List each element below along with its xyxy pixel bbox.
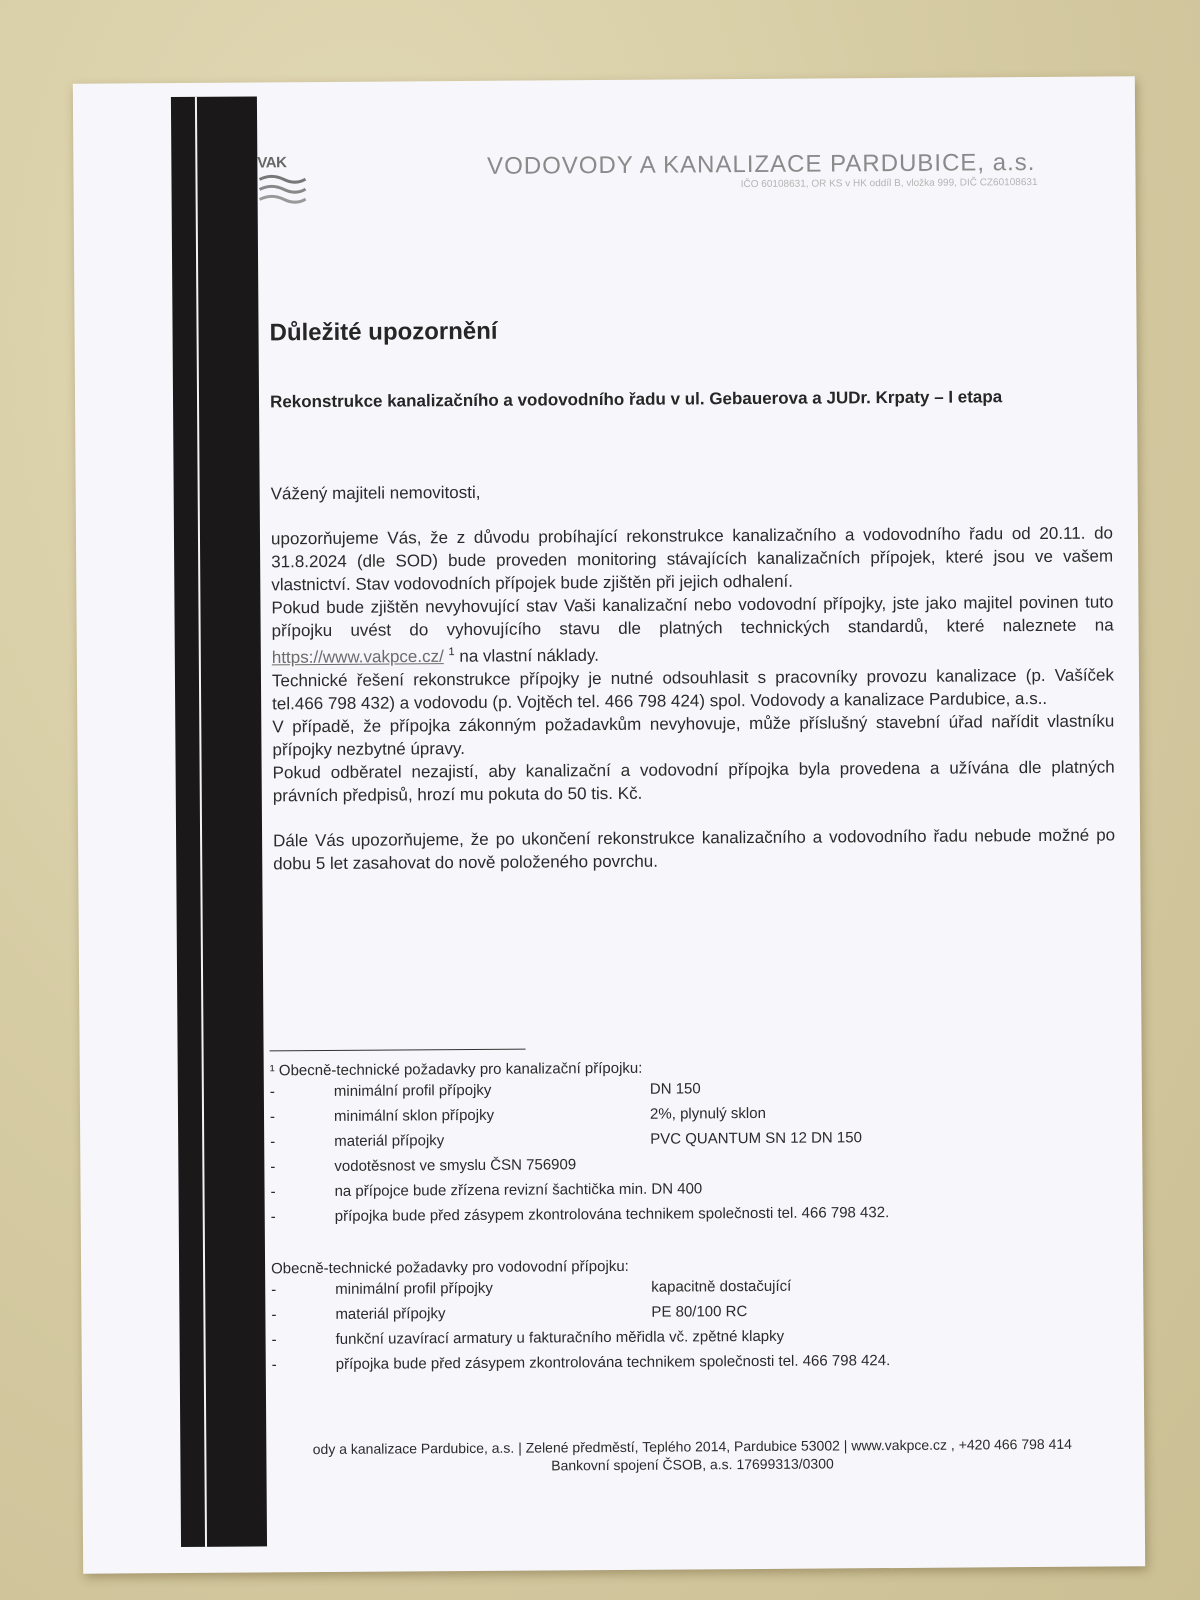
redaction-bar <box>171 96 267 1547</box>
letter-body <box>271 476 1116 875</box>
vakpce-link[interactable]: https://www.vakpce.cz/ <box>271 646 444 668</box>
requirement-label: materiál přípojky <box>334 1132 445 1150</box>
waves-icon <box>257 171 307 211</box>
requirement-dash: - <box>271 1281 277 1299</box>
greeting: Vážený majiteli nemovitosti, <box>270 482 481 504</box>
company-name: VODOVODY A KANALIZACE PARDUBICE, a.s. <box>487 149 1036 180</box>
sewer-requirements <box>270 1057 1031 1233</box>
page-footer <box>252 1434 1132 1476</box>
footnote-divider <box>270 1049 526 1052</box>
requirement-dash: - <box>271 1356 277 1374</box>
requirement-dash: - <box>269 1108 276 1126</box>
paragraph-4: V případě, že přípojka zákonným požadavkům nevyhovuje, může příslušný stavební úřad nařídit vlastníku přípojky nezbytné úpravy. <box>272 711 1115 760</box>
requirement-dash: - <box>270 1158 276 1176</box>
requirement-value: PE 80/100 RC <box>651 1303 748 1321</box>
footer-bank: Bankovní spojení ČSOB, a.s. 17699313/0300 <box>551 1455 834 1474</box>
page-title: Důležité upozornění <box>269 317 498 347</box>
footnote-ref: 1 <box>448 646 455 659</box>
sewer-requirements-heading: ¹ Obecně-technické požadavky pro kanalizační přípojku: <box>269 1059 643 1080</box>
requirement-item <box>271 1203 1031 1233</box>
requirement-dash: - <box>270 1133 276 1151</box>
requirement-label: přípojka bude před zásypem zkontrolována technikem společnosti tel. 466 798 432. <box>334 1204 890 1225</box>
requirement-label: na přípojce bude zřízena revizní šachtička min. DN 400 <box>334 1180 703 1200</box>
paragraph-5: Pokud odběratel nezajistí, aby kanalizační a vodovodní přípojka byla provedena a užívána dle platných právních předpisů, hrozí mu pokuta do 50 tis. Kč. <box>272 757 1115 806</box>
requirement-label: přípojka bude před zásypem zkontrolována technikem společnosti tel. 466 798 424. <box>335 1352 891 1373</box>
requirement-value: PVC QUANTUM SN 12 DN 150 <box>650 1129 862 1148</box>
requirement-label: minimální profil přípojky <box>335 1279 493 1298</box>
paragraph-2-text: Pokud bude zjištěn nevyhovující stav Vaši kanalizační nebo vodovodní přípojky, jste jako majitel povinen tuto přípojku uvést do vyhovujícího stavu dle platných technických standardů, které naleznete na <box>271 592 1114 641</box>
requirement-label: vodotěsnost ve smyslu ČSN 756909 <box>334 1156 577 1175</box>
logo-text: VAK <box>257 154 287 172</box>
requirement-dash: - <box>269 1083 275 1101</box>
requirement-item <box>272 1351 1032 1381</box>
requirement-label: minimální profil přípojky <box>333 1081 492 1100</box>
subject-line: Rekonstrukce kanalizačního a vodovodního řadu v ul. Gebauerova a JUDr. Krpaty – I etapa <box>269 387 1003 412</box>
footer-address: ody a kanalizace Pardubice, a.s. | Zelené předměstí, Teplého 2014, Pardubice 53002 | www.vakpce.cz , +420 466 798 414 <box>312 1435 1072 1458</box>
water-requirements <box>271 1255 1032 1381</box>
paragraph-2 <box>271 590 1113 669</box>
requirement-label: minimální sklon přípojky <box>333 1106 495 1125</box>
paragraph-2-end: na vlastní náklady. <box>459 645 599 666</box>
letter-page <box>73 76 1145 1573</box>
requirement-label: funkční uzavírací armatury u fakturačního měřidla vč. zpětné klapky <box>335 1327 785 1348</box>
requirement-value: DN 150 <box>649 1080 701 1098</box>
requirement-dash: - <box>271 1331 277 1349</box>
company-registration: IČO 60108631, OR KS v HK oddíl B, vložka 999, DIČ CZ60108631 <box>740 176 1038 191</box>
requirement-dash: - <box>270 1208 276 1226</box>
requirement-label: materiál přípojky <box>335 1305 446 1323</box>
water-requirements-heading: Obecně-technické požadavky pro vodovodní přípojku: <box>271 1257 629 1278</box>
requirement-value: 2%, plynulý sklon <box>649 1104 766 1123</box>
paragraph-3: Technické řešení rekonstrukce přípojky je nutné odsouhlasit s pracovníky provozu kanalizace (p. Vašíček tel.466 798 432) a vodovodu (p. Vojtěch tel. 466 798 424) spol. Vodovody a kanalizace Pardubice, a.s.. <box>271 665 1115 714</box>
requirement-dash: - <box>271 1306 277 1324</box>
requirement-dash: - <box>270 1183 276 1201</box>
paragraph-6: Dále Vás upozorňujeme, že po ukončení rekonstrukce kanalizačního a vodovodního řadu nebude možné po dobu 5 let zasahovat do nově položeného povrchu. <box>273 825 1116 874</box>
requirement-value: kapacitně dostačující <box>651 1277 792 1296</box>
company-logo <box>257 154 317 214</box>
paragraph-1: upozorňujeme Vás, že z důvodu probíhající rekonstrukce kanalizačního a vodovodního řadu od 20.11. do 31.8.2024 (dle SOD) bude proveden monitoring stávajících kanalizačních přípojek, které jsou ve vašem vlastnictví. Stav vodovodních přípojek bude zjištěn při jejich odhalení. <box>270 523 1114 595</box>
